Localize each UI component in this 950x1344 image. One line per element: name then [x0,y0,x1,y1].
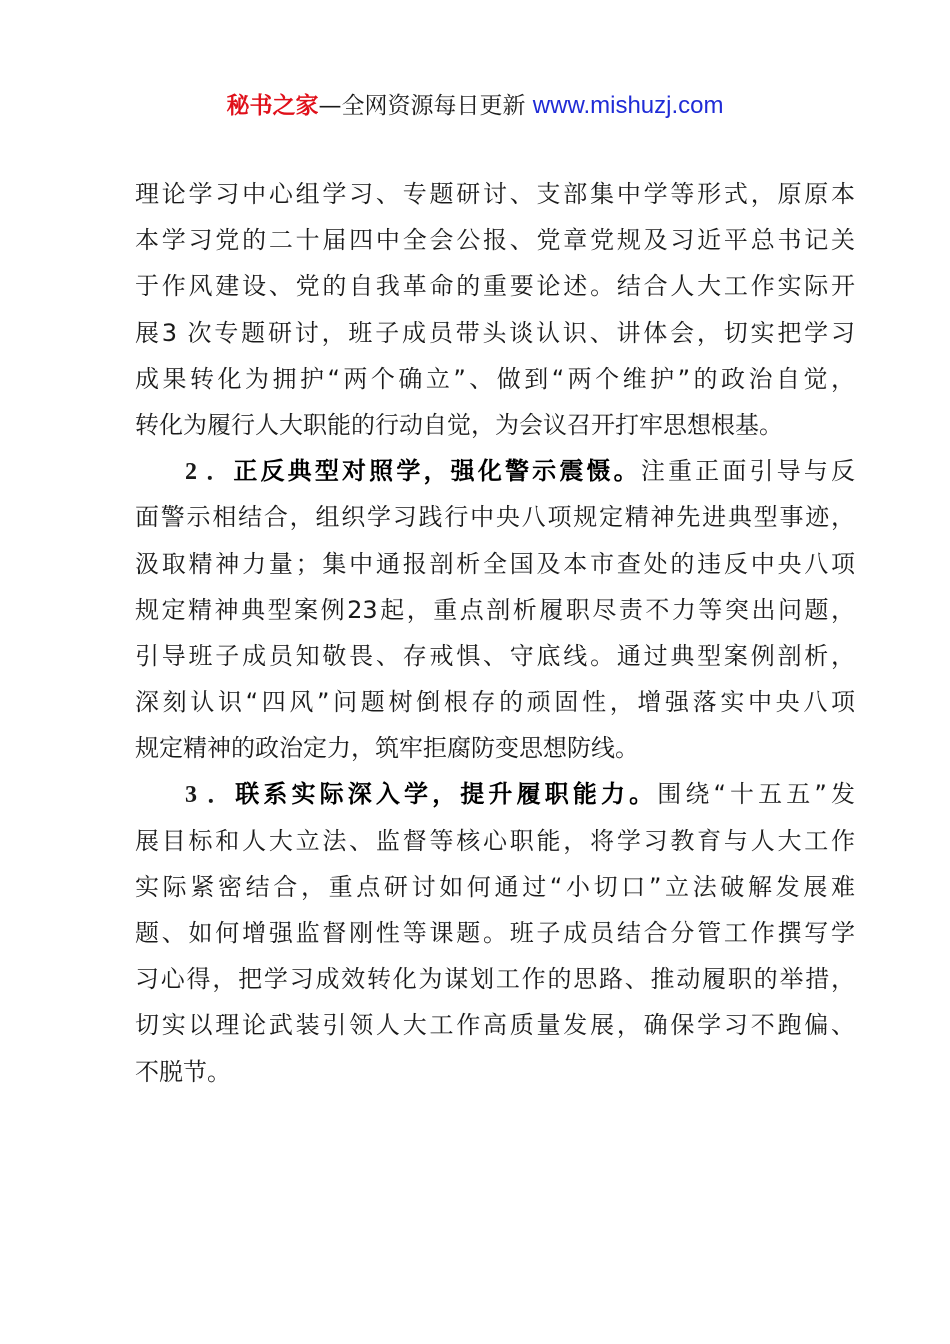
document-body [135,171,855,1095]
paragraph-lead: 正反典型对照学，强化警示震慑。 [233,457,641,486]
paragraph-2 [135,448,855,771]
text-line: 习心得，把学习成效转化为谋划工作的思路、推动履职的举措， [135,965,855,994]
paragraph-lead: 联系实际深入学，提升履职能力。 [235,780,658,809]
text-line: 转化为履行人大职能的行动自觉，为会议召开打牢思想根基。 [135,410,783,439]
text-line: 于作风建设、党的自我革命的重要论述。结合人大工作实际开 [135,272,855,301]
text-line: 规定精神的政治定力，筑牢拒腐防变思想防线。 [135,734,639,763]
site-url-link[interactable]: www.mishuzj.com [532,92,724,119]
text-line: 切实以理论武装引领人大工作高质量发展，确保学习不跑偏、 [135,1011,855,1040]
text-line: 不脱节。 [135,1057,231,1086]
text-line: 展3 次专题研讨，班子成员带头谈认识、讲体会，切实把学习 [135,318,855,347]
text-line: 展目标和人大立法、监督等核心职能，将学习教育与人大工作 [135,826,855,855]
text-line: 引导班子成员知敬畏、存戒惧、守底线。通过典型案例剖析， [135,641,855,670]
text-line: 面警示相结合，组织学习践行中央八项规定精神先进典型事迹， [135,503,855,532]
text-line: 成果转化为拥护“两个确立”、做到“两个维护”的政治自觉， [135,364,855,393]
item-number: 2 ． [185,459,234,486]
text-line: 深刻认识“四风”问题树倒根存的顽固性，增强落实中央八项 [135,688,855,717]
text-line: 题、如何增强监督刚性等课题。班子成员结合分管工作撰写学 [135,919,855,947]
text-line: 汲取精神力量；集中通报剖析全国及本市查处的违反中央八项 [135,549,855,578]
paragraph-first-line [135,771,855,817]
text-line: 实际紧密结合，重点研讨如何通过“小切口”立法破解发展难 [135,872,855,901]
text-line: 规定精神典型案例23起，重点剖析履职尽责不力等突出问题， [135,595,855,624]
paragraph-3 [135,771,855,1094]
paragraph-first-line [135,448,855,494]
item-number: 3 ． [185,782,236,809]
text-line: 理论学习中心组学习、专题研讨、支部集中学等形式，原原本 [135,180,855,208]
text-line: 本学习党的二十届四中全会公报、党章党规及习近平总书记关 [135,226,855,255]
brand-name: 秘书之家 [226,93,319,119]
text-segment: 注重正面引导与反 [640,457,856,486]
header-tagline: —全网资源每日更新 [318,93,533,119]
page-header [0,86,950,126]
text-segment: 围绕“十五五”发 [657,780,855,809]
paragraph-1 [135,171,855,448]
